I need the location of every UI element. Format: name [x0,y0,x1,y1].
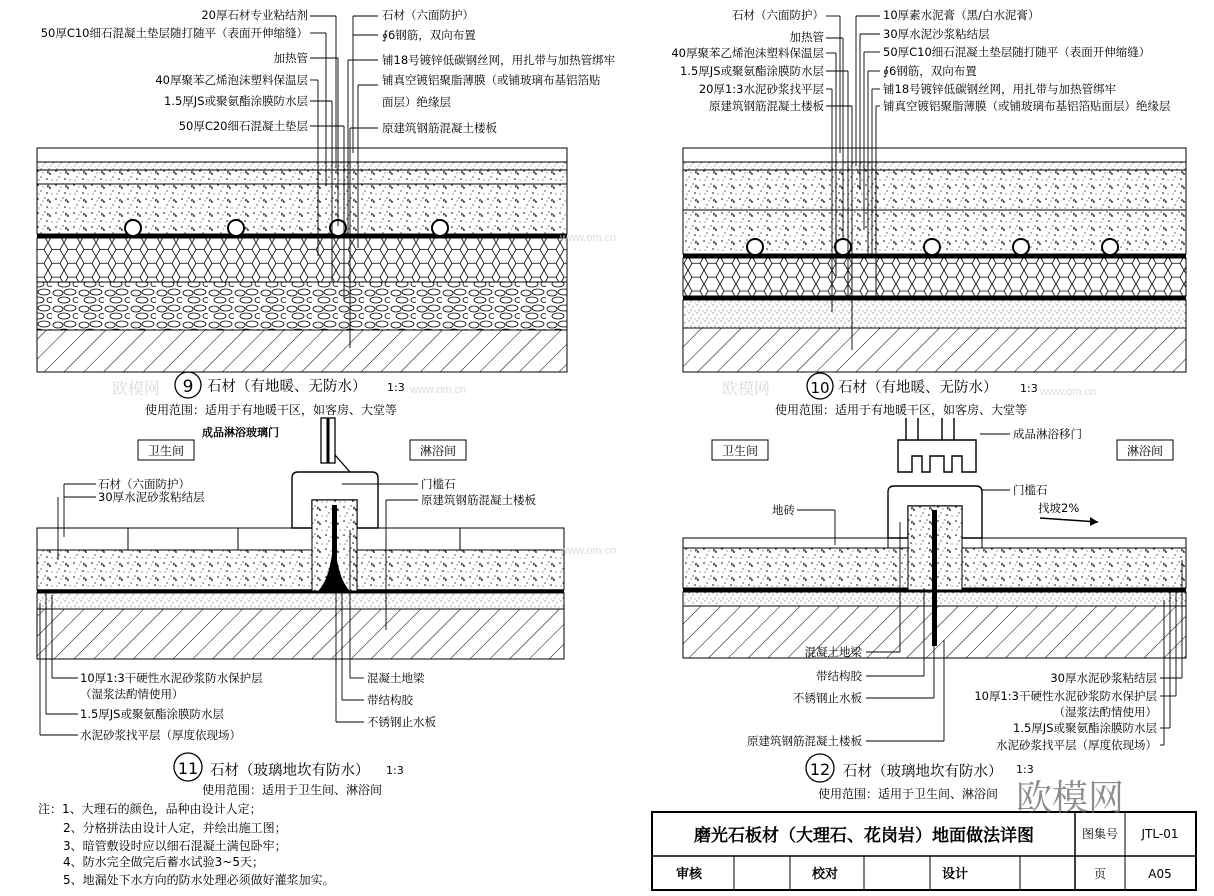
d11-door-label: 成品淋浴玻璃门 [202,426,279,439]
d12-scale: 1:3 [1016,763,1034,776]
d10-left-label: 石材（六面防护） [732,8,824,22]
heating-pipe [924,239,940,255]
d11-label: 带结构胶 [367,693,413,707]
d12-tile-right [982,538,1186,548]
d9-left-label: 1.5厚JS或聚氨酯涂膜防水层 [164,94,308,108]
d11-room-right: 淋浴间 [419,444,457,458]
d9-right-label: 面层）绝缘层 [382,95,451,109]
d12-sliding-door [898,418,976,472]
atlas-label: 图集号 [1081,827,1119,841]
d9-concrete-slab [37,330,567,372]
d12-threshold-label: 门槛石 [1013,483,1048,497]
d11-label: 1.5厚JS或聚氨酯涂膜防水层 [80,707,224,721]
d9-stone-layer [37,148,567,162]
drawing-title: 磨光石板材（大理石、花岗岩）地面做法详图 [694,826,1034,846]
d12-tile-left [683,538,888,548]
d12-label: 30厚水泥砂浆粘结层 [1050,671,1157,685]
d9-right-label: 石材（六面防护） [382,8,474,22]
d12-label: 带结构胶 [816,669,862,683]
heating-pipe [1013,239,1029,255]
d9-c20-screed-layer [37,282,567,330]
d10-right-label: 50厚C10细石混凝土垫层随打随平（表面开伸缩缝） [883,45,1151,59]
d10-left-label: 1.5厚JS或聚氨酯涂膜防水层 [680,64,824,78]
d9-left-label: 加热管 [273,51,308,65]
d10-right-label: 30厚水泥沙浆粘结层 [883,27,990,41]
note-line: 3、暗管敷设时应以细石混凝土满包卧牢； [63,839,287,853]
d10-usage: 使用范围：适用于有地暖干区，如客房、大堂等 [775,403,1028,417]
d11-label: 石材（六面防护） [98,477,190,491]
d12-room-left: 卫生间 [721,444,759,458]
d9-adhesive-layer [37,162,567,170]
d10-left-label: 加热管 [789,30,824,44]
d9-left-label: 40厚聚苯乙烯泡沫塑料保温层 [155,73,308,87]
d10-stone-layer [683,148,1186,162]
d9-c10-screed-layer [37,184,567,234]
heating-pipe [125,220,141,236]
d9-left-label: 50厚C10细石混凝土垫层随打随平（表面开伸缩缝） [40,26,308,40]
heating-pipe [835,239,851,255]
d11-stone-left [37,528,327,550]
d11-detail-number: 11 [177,759,199,778]
d12-stainless-water-stop [932,510,937,646]
d12-detail-number: 12 [809,760,831,779]
d12-slope-arrowhead [1090,517,1098,526]
heating-pipe [1102,239,1118,255]
heating-pipe [747,239,763,255]
d9-left-label: 20厚石材专业粘结剂 [201,8,308,22]
d9-mortar-layer [37,170,567,184]
d12-label: （湿浆法酌情使用） [1053,705,1157,719]
d10-detail-number: 10 [810,379,830,397]
d10-cement-paste-layer [683,162,1186,170]
d10-right-label: 铺18号镀锌低碳钢丝网，用扎带与加热管绑牢 [883,82,1117,96]
d10-insulation-layer [683,258,1186,296]
watermark-url: www.om.cn [1040,386,1097,398]
d10-left-label: 40厚聚苯乙烯泡沫塑料保温层 [671,46,824,60]
d11-label: 水泥砂浆找平层（厚度依现场） [80,728,241,742]
d12-door-label: 成品淋浴移门 [1013,427,1082,441]
check-label: 校对 [812,867,839,882]
watermark-url: www.om.cn [560,545,617,557]
d12-label: 10厚1:3干硬性水泥砂浆防水保护层 [974,689,1157,703]
page-label: 页 [1093,867,1107,881]
d10-mortar-layer [683,170,1186,210]
d12-slope: 找坡2% [1038,501,1080,515]
d12-label: 原建筑钢筋混凝土楼板 [747,734,862,748]
d11-label: 不锈钢止水板 [367,715,436,729]
d9-usage: 使用范围：适用于有地暖干区，如客房、大堂等 [145,403,398,417]
watermark-url: www.om.cn [410,384,467,396]
d12-room-right: 淋浴间 [1126,444,1164,458]
d12-usage: 使用范围：适用于卫生间、淋浴间 [818,787,999,801]
d10-concrete-slab [683,328,1186,372]
d11-label: 10厚1:3干硬性水泥砂浆防水保护层 [80,671,263,685]
d11-label: 混凝土地梁 [367,671,425,685]
watermark-url: www.om.cn [560,232,617,244]
d10-leveling-layer [683,300,1186,328]
d9-insulation-layer [37,238,567,282]
d11-leveling-layer [37,593,564,609]
detail-10 [671,8,1186,417]
d11-room-left: 卫生间 [147,444,185,458]
d11-label: 门槛石 [421,477,456,491]
d9-left-label: 50厚C20细石混凝土垫层 [178,119,308,133]
d12-label: 水泥砂浆找平层（厚度依现场） [996,738,1157,752]
review-label: 审核 [676,867,703,882]
watermark-brand: 欧模网 [112,381,161,398]
heating-pipe [432,220,448,236]
d10-right-label: 10厚素水泥膏（黑/白水泥膏） [883,8,1040,22]
note-line: 4、防水完全做完后蓄水试验3~5天； [63,855,264,869]
d9-right-label: ∮6钢筋，双向布置 [382,28,476,42]
general-notes [38,801,335,887]
d9-detail-number: 9 [182,377,194,397]
d11-label: 原建筑钢筋混凝土楼板 [421,493,536,507]
detail-12 [683,418,1186,801]
detail-11 [37,418,564,797]
d11-concrete-slab [37,609,564,659]
heating-pipe [228,220,244,236]
note-line: 2、分格拼法由设计人定，并绘出施工图； [63,821,287,835]
d12-label: 1.5厚JS或聚氨酯涂膜防水层 [1013,721,1157,735]
d12-title: 石材（玻璃地坎有防水） [843,764,1003,780]
d9-right-label: 原建筑钢筋混凝土楼板 [382,121,497,135]
watermark-logo: 欧模网 [1015,777,1125,818]
atlas-number: JTL-01 [1141,827,1179,841]
d10-right-label: 铺真空镀铝聚脂薄膜（或铺玻璃布基铝箔贴面层）绝缘层 [883,99,1171,113]
note-line: 注：1、大理石的颜色，品种由设计人定； [38,802,262,816]
d11-scale: 1:3 [386,764,404,777]
d9-scale: 1:3 [387,381,405,394]
page-number: A05 [1148,867,1172,881]
d10-left-label: 20厚1:3水泥砂浆找平层 [698,82,824,96]
d12-label: 混凝土地梁 [804,645,862,659]
d11-usage: 使用范围：适用于卫生间、淋浴间 [202,783,383,797]
d11-title: 石材（玻璃地坎有防水） [210,763,370,779]
d10-scale: 1:3 [1020,382,1038,395]
d10-left-label: 原建筑钢筋混凝土楼板 [709,99,824,113]
d12-slope-arrow [1040,518,1098,522]
design-label: 设计 [942,867,969,882]
d11-glass-door [321,418,350,472]
d11-label: 30厚水泥砂浆粘结层 [98,490,205,504]
detail-9 [37,8,616,417]
d10-right-label: ∮6钢筋，双向布置 [883,64,977,78]
note-line: 5、地漏处下水方向的防水处理必须做好灌浆加实。 [63,873,335,887]
d12-tile-label: 地砖 [772,503,795,517]
title-block [652,812,1196,890]
d9-title: 石材（有地暖、无防水） [207,379,367,395]
d10-title: 石材（有地暖、无防水） [838,380,998,396]
watermark-brand: 欧模网 [722,381,771,398]
d12-label: 不锈钢止水板 [793,691,862,705]
d9-right-label: 铺真空镀铝聚脂薄膜（或铺玻璃布基铝箔贴 [382,73,601,87]
d9-right-label: 铺18号镀锌低碳钢丝网，用扎带与加热管绑牢 [382,53,616,67]
d11-label: （湿浆法酌情使用） [80,687,184,701]
d11-mortar-layer [37,550,564,590]
